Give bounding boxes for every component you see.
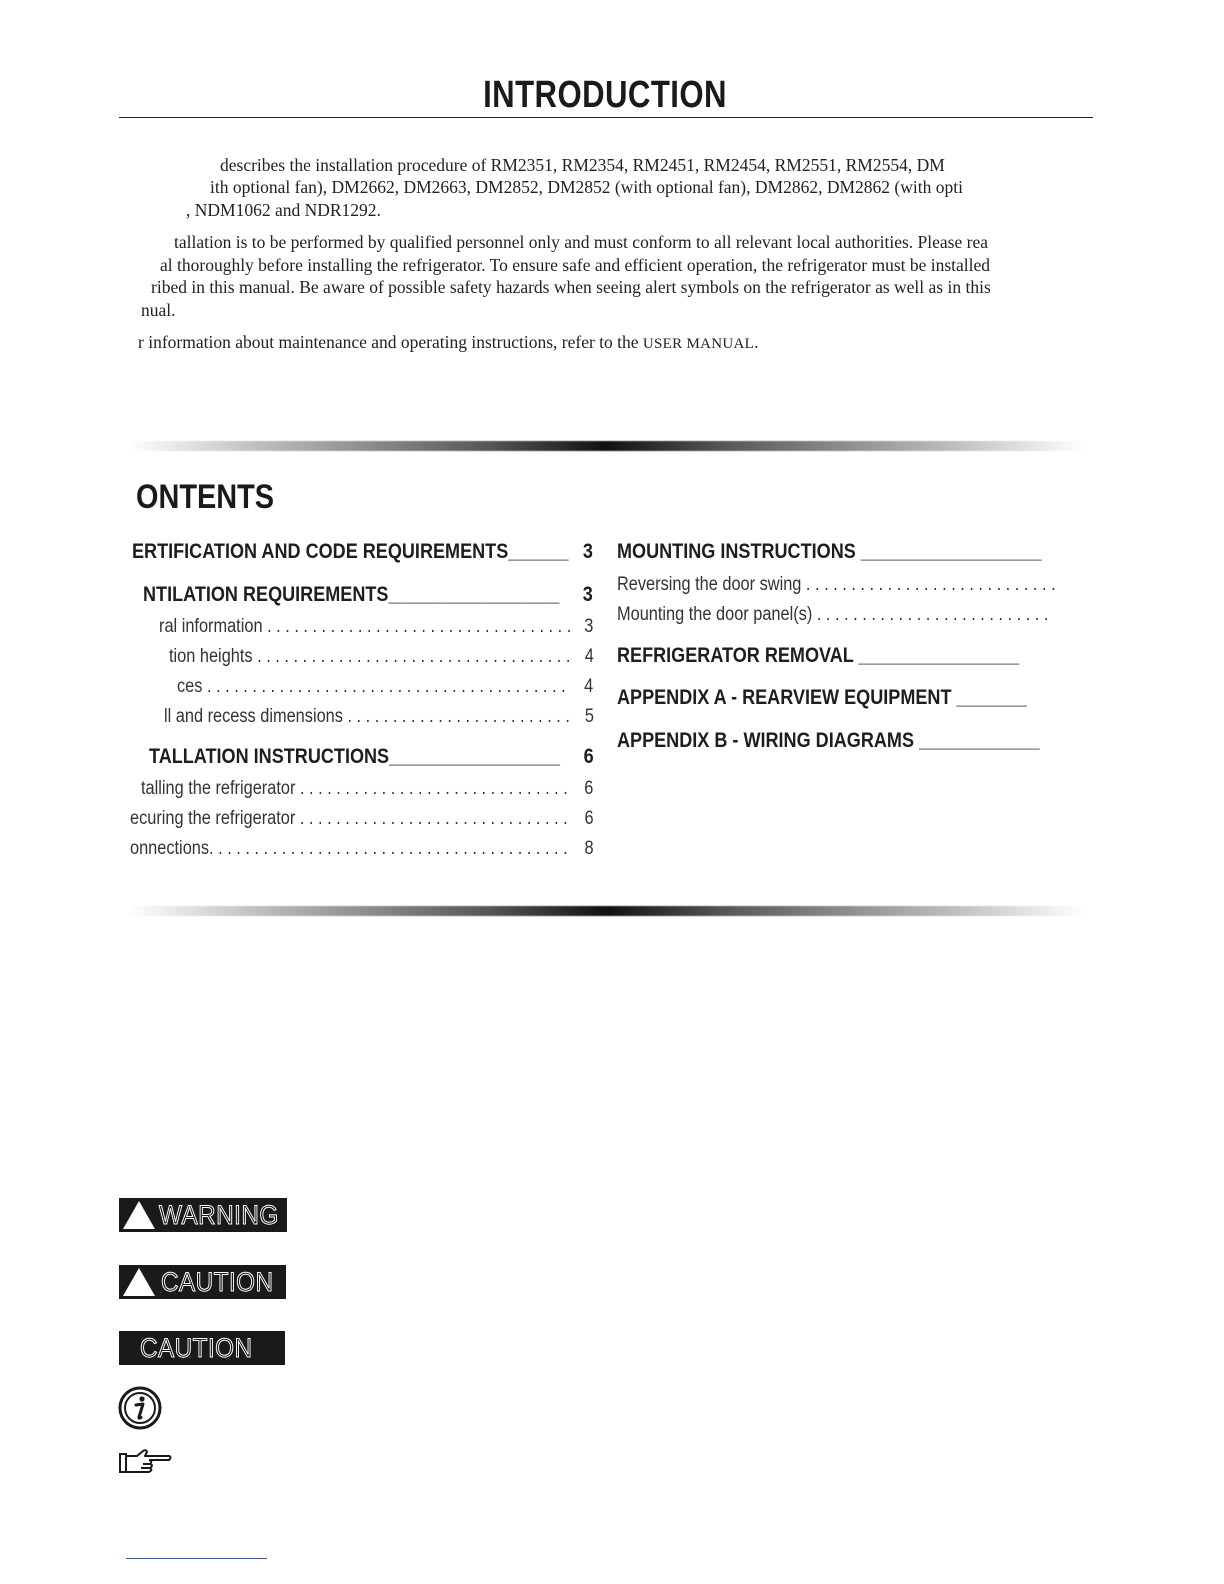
toc-installation-instructions[interactable]	[149, 745, 594, 769]
intro-line-6: ribed in this manual. Be aware of possible safety hazards when seeing alert symbols on the refrigerator as well as in this	[151, 277, 991, 297]
caution-triangle-badge	[119, 1265, 286, 1299]
toc-mounting-instructions[interactable]	[617, 540, 1064, 564]
toc-leader: . . . . . . . . . . . . . . . . . . . . . . . . . . . . . . . . . . .	[252, 646, 571, 667]
toc-page: 3	[582, 540, 593, 563]
toc-mounting-door-panels[interactable]	[617, 604, 1062, 626]
toc-leader: . . . . . . . . . . . . . . . . . . . . . . . . .	[342, 706, 570, 727]
toc-leader: . . . . . . . . . . . . . . . . . . . . . . . . . .	[812, 604, 1049, 625]
toc-label: ral information	[159, 616, 263, 637]
toc-label: ll and recess dimensions	[164, 706, 343, 727]
toc-label: APPENDIX B - WIRING DIAGRAMS	[617, 729, 914, 752]
divider-top	[128, 441, 1084, 451]
toc-page: 4	[584, 646, 594, 667]
toc-leader: . . . . . . . . . . . . . . . . . . . . . . . . . . . . . .	[295, 808, 568, 829]
toc-label: ecuring the refrigerator	[130, 808, 296, 829]
toc-page: 8	[584, 838, 594, 859]
intro-line-4: tallation is to be performed by qualified personnel only and must conform to all relevant local authorities. Please rea	[174, 232, 988, 252]
user-manual-reference: USER MANUAL	[642, 336, 755, 352]
caution-badge	[119, 1331, 285, 1365]
toc-leader: ______	[508, 540, 569, 563]
toc-label: Mounting the door panel(s)	[617, 604, 813, 625]
caution-triangle-label: CAUTION	[161, 1266, 274, 1297]
toc-label: NTILATION REQUIREMENTS	[143, 583, 389, 606]
toc-refrigerator-removal[interactable]	[617, 644, 1034, 668]
toc-label: ces	[177, 676, 203, 697]
toc-leader: . . . . . . . . . . . . . . . . . . . . . . . . . . . . . . . . . .	[262, 616, 572, 637]
warning-badge	[119, 1198, 287, 1232]
intro-line-2: ith optional fan), DM2662, DM2663, DM2852, DM2852 (with optional fan), DM2862, DM2862 (with opti	[210, 177, 963, 197]
toc-leader: . . . . . . . . . . . . . . . . . . . . . . . . . . . .	[801, 574, 1056, 595]
toc-leader: . . . . . . . . . . . . . . . . . . . . . . . . . . . . . . . . . . . . . . . .	[209, 838, 568, 859]
toc-connections[interactable]	[130, 838, 594, 860]
toc-reversing-door-swing[interactable]	[617, 574, 1072, 596]
toc-label: talling the refrigerator	[141, 778, 296, 799]
toc-page: 4	[584, 676, 594, 697]
toc-label: APPENDIX A - REARVIEW EQUIPMENT	[617, 686, 952, 709]
toc-ventilation[interactable]	[143, 583, 593, 607]
toc-leader: . . . . . . . . . . . . . . . . . . . . . . . . . . . . . . . . . . . . . . . .	[202, 676, 566, 697]
intro-line-7: nual.	[141, 300, 176, 320]
toc-page: 6	[584, 808, 594, 829]
warning-triangle-icon	[123, 1201, 155, 1229]
intro-line-5: al thoroughly before installing the refrigerator. To ensure safe and efficient operation, the refrigerator must be installed	[160, 255, 991, 275]
page-title: INTRODUCTION	[483, 74, 727, 116]
toc-installation-heights[interactable]	[169, 646, 594, 668]
toc-page: 3	[584, 616, 594, 637]
toc-installing-refrigerator[interactable]	[141, 778, 593, 800]
warning-triangle-icon	[123, 1268, 155, 1296]
toc-general-information[interactable]	[159, 616, 593, 638]
contents-title: ONTENTS	[136, 478, 275, 516]
toc-label: tion heights	[169, 646, 253, 667]
title-underline	[119, 117, 1093, 118]
toc-appendix-a[interactable]	[617, 686, 1034, 710]
info-circle-icon	[118, 1386, 162, 1435]
toc-leader: ____________	[913, 729, 1040, 752]
toc-label: ERTIFICATION AND CODE REQUIREMENTS	[132, 540, 509, 563]
caution-label: CAUTION	[139, 1332, 252, 1363]
link-underline	[126, 1558, 267, 1559]
intro-line-8	[138, 332, 759, 353]
toc-leader: _______	[951, 686, 1027, 709]
warning-label: WARNING	[159, 1199, 279, 1230]
toc-appendix-b[interactable]	[617, 729, 1057, 753]
toc-leader: _________________	[388, 583, 560, 606]
intro-line-1: describes the installation procedure of RM2351, RM2354, RM2451, RM2454, RM2551, RM2554, DM	[220, 155, 945, 175]
user-manual-period: .	[754, 332, 759, 352]
toc-label: REFRIGERATOR REMOVAL	[617, 644, 854, 667]
toc-securing-refrigerator[interactable]	[130, 808, 594, 830]
toc-label: TALLATION INSTRUCTIONS	[149, 745, 390, 768]
intro-line-3: , NDM1062 and NDR1292.	[186, 200, 381, 220]
toc-page: 6	[583, 745, 594, 768]
toc-page: 5	[584, 706, 594, 727]
intro-line-8-text: r information about maintenance and operating instructions, refer to the	[138, 332, 639, 352]
toc-page: 6	[584, 778, 594, 799]
toc-clearances[interactable]	[177, 676, 593, 698]
toc-label: onnections	[130, 838, 210, 859]
toc-page: 3	[582, 583, 593, 606]
toc-leader: __________________	[855, 540, 1042, 563]
toc-leader: ________________	[853, 644, 1020, 667]
toc-label: MOUNTING INSTRUCTIONS	[617, 540, 856, 563]
pointing-hand-icon	[119, 1448, 173, 1481]
divider-bottom	[128, 906, 1084, 916]
toc-leader: _________________	[389, 745, 560, 768]
toc-certification[interactable]	[132, 540, 593, 564]
toc-leader: . . . . . . . . . . . . . . . . . . . . . . . . . . . . . .	[295, 778, 568, 799]
toc-wall-recess-dimensions[interactable]	[164, 706, 594, 728]
toc-label: Reversing the door swing	[617, 574, 802, 595]
